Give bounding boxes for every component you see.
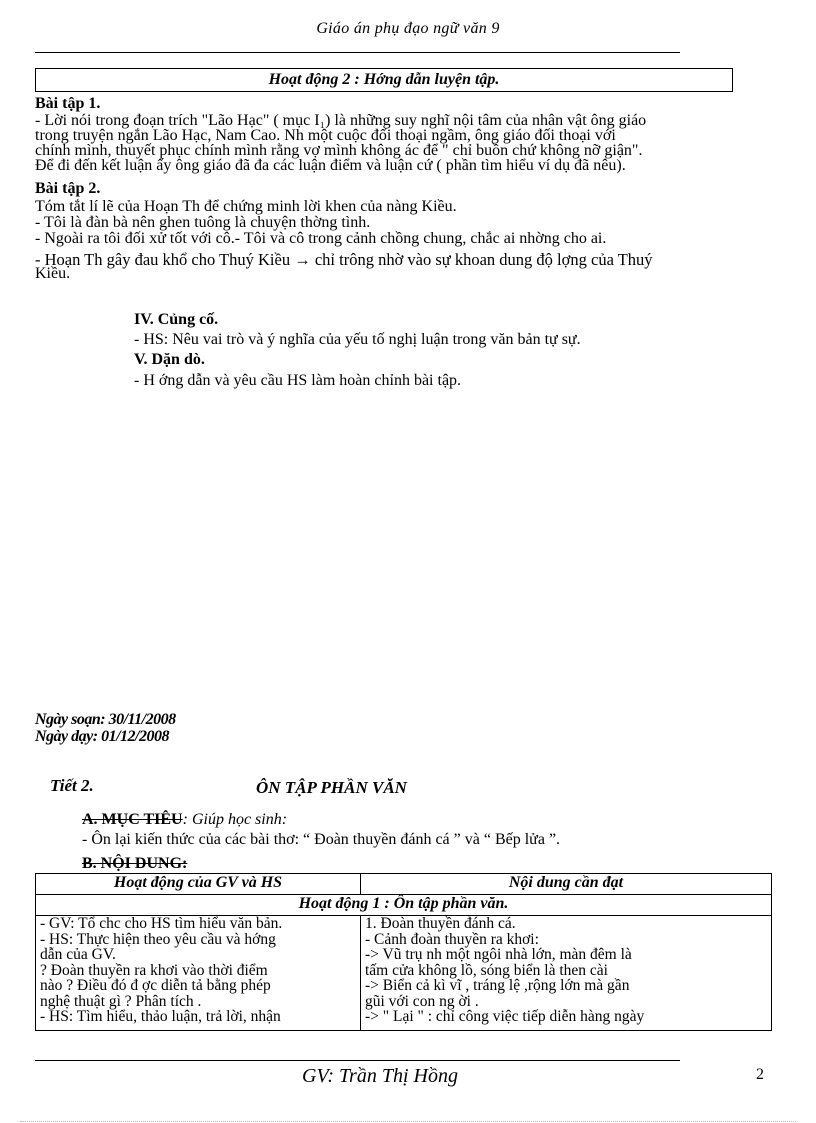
objectives-heading: [82, 812, 287, 827]
activity-table: [35, 873, 772, 1031]
exercise1-title: Bài tập 1.: [35, 95, 101, 112]
table-row: [36, 916, 772, 1031]
exercise2-title: Bài tập 2.: [35, 180, 101, 197]
cell-line: nào ? Điều đó đ ợc diễn tả bằng phép: [40, 977, 271, 994]
exercise1-line: - Lời nói trong đoạn trích "Lão Hạc" ( mục I₁) là những suy nghĩ nội tâm của nhân vật ông giáo: [35, 112, 647, 129]
lesson-period: Tiết 2.: [50, 776, 94, 795]
homework-line: - H ớng dẫn và yêu cầu HS làm hoàn chỉnh bài tập.: [134, 372, 462, 389]
objectives-intro: : Giúp học sinh:: [182, 811, 288, 828]
cell-line: ? Đoàn thuyền ra khơi vào thời điểm: [40, 961, 268, 979]
objectives-label: A. MỤC TIÊU: [82, 811, 183, 828]
exercise2-line: Tóm tắt lí lẽ của Hoạn Th để chứng minh lời khen của nàng Kiều.: [35, 198, 457, 215]
table-header-row: [36, 874, 772, 895]
activity2-heading: Hoạt động 2 : Hớng dẫn luyện tập.: [35, 68, 733, 92]
cell-line: nghệ thuật gì ? Phân tích .: [40, 992, 202, 1010]
table-section-title: Hoạt động 1 : Ôn tập phần văn.: [36, 895, 772, 916]
cell-line: - Cảnh đoàn thuyền ra khơi:: [365, 930, 539, 948]
cell-line: - HS: Tìm hiểu, thảo luận, trả lời, nhận: [40, 1008, 281, 1025]
cell-line: 1. Đoàn thuyền đánh cá.: [365, 916, 516, 932]
homework-title: V. Dặn dò.: [134, 351, 205, 368]
exercise2-line: - Ngoài ra tôi đối xử tốt với cô.- Tôi và cô trong cảnh chồng chung, chắc ai nhờng cho ai.: [35, 230, 607, 247]
exercise1-line: trong truyện ngắn Lão Hạc, Nam Cao. Nh một cuộc đối thoại ngầm, ông giáo đối thoại với: [35, 127, 616, 144]
lesson-title: ÔN TẬP PHẦN VĂN: [256, 778, 407, 797]
table-section-row: [36, 895, 772, 916]
cell-line: - GV: Tổ chc cho HS tìm hiểu văn bản.: [40, 916, 283, 932]
exercise2-line: - Hoạn Th gây đau khổ cho Thuý Kiều → chỉ trông nhờ vào sự khoan dung độ lợng của Thuý: [35, 250, 653, 269]
table-header-cell: Nội dung cần đạt: [361, 874, 772, 895]
page-number: 2: [756, 1066, 764, 1083]
content-heading: B. NỘI DUNG:: [82, 855, 188, 872]
consolidation-title: IV. Củng cố.: [134, 311, 219, 328]
consolidation-line: - HS: Nêu vai trò và ý nghĩa của yếu tố nghị luận trong văn bản tự sự.: [134, 331, 581, 348]
objectives-line: - Ôn lại kiến thức của các bài thơ: “ Đoàn thuyền đánh cá ” và “ Bếp lửa ”.: [82, 831, 561, 848]
date-taught: Ngày dạy: 01/12/2008: [35, 728, 169, 745]
date-prepared: Ngày soạn: 30/11/2008: [35, 711, 176, 728]
table-cell-right: [361, 916, 772, 1031]
cell-line: -> Biển cả kì vĩ , tráng lệ ,rộng lớn mà gần: [365, 977, 630, 994]
exercise1-body: [35, 113, 775, 173]
cell-line: - HS: Thực hiện theo yêu cầu và hớng: [40, 930, 276, 948]
cell-line: -> Vũ trụ nh một ngôi nhà lớn, màn đêm là: [365, 946, 632, 963]
table-header-cell: Hoạt động của GV và HS: [36, 874, 361, 895]
cell-line: -> " Lại " : chỉ công việc tiếp diễn hàng ngày: [365, 1008, 645, 1025]
page-header-title: Giáo án phụ đạo ngữ văn 9: [316, 20, 500, 37]
table-cell-left: [36, 916, 361, 1031]
cell-line: tấm cửa không lồ, sóng biển là then cài: [365, 961, 608, 979]
exercise1-line: chính mình, thuyết phục chính mình rằng vợ mình không ác để " chỉ buồn chứ không nỡ giận".: [35, 142, 643, 159]
footer-rule: [35, 1060, 680, 1061]
header-rule: [35, 52, 680, 53]
exercise2-line: - Tôi là đàn bà nên ghen tuông là chuyện thờng tình.: [35, 214, 371, 231]
exercise2-body: [35, 199, 775, 280]
cell-line: gũi với con ng ời .: [365, 992, 479, 1010]
teacher-signature: GV: Trần Thị Hồng: [302, 1065, 458, 1087]
page-bottom-divider: [20, 1121, 796, 1122]
exercise1-line: Để đi đến kết luận ấy ông giáo đã đa các luận điểm và luận cứ ( phần tìm hiểu ví dụ đã nêu).: [35, 157, 626, 174]
exercise2-line: Kiều.: [35, 265, 71, 282]
cell-line: dẫn của GV.: [40, 946, 116, 963]
